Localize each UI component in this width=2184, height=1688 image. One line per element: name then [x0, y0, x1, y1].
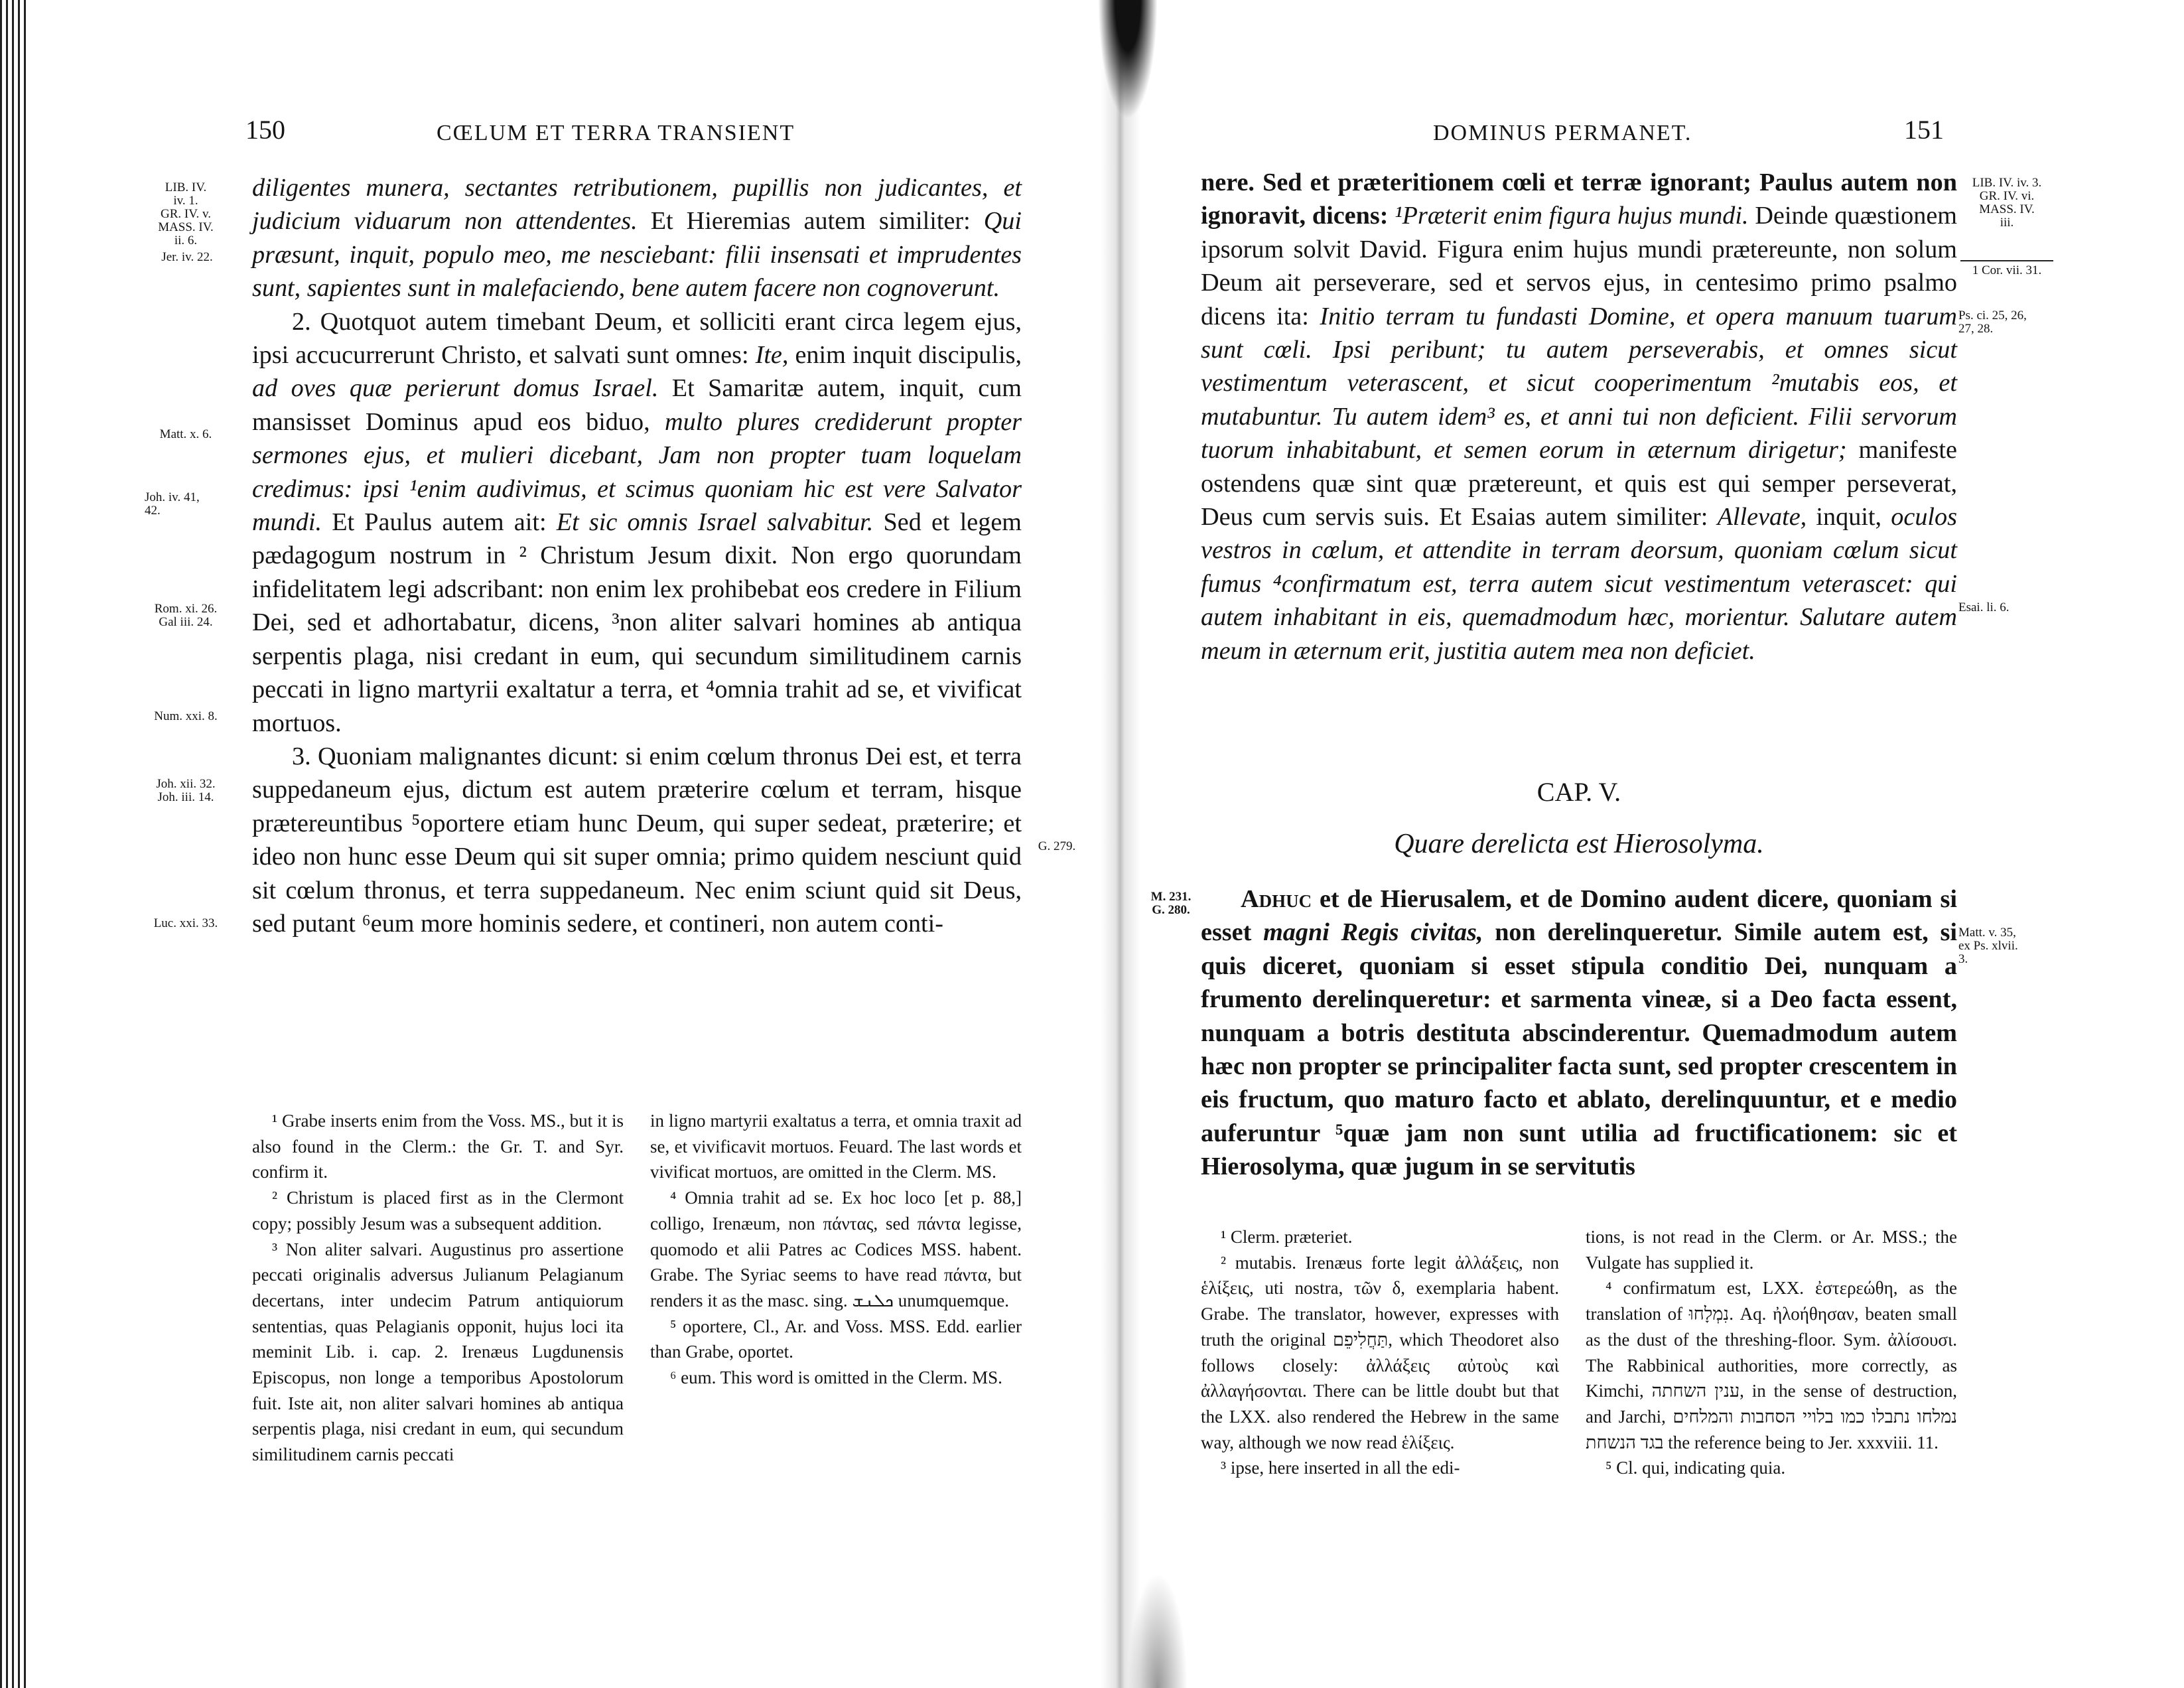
body-italic: ¹Præterit enim figura hujus mundi. [1395, 202, 1749, 230]
body-text: Et Paulus autem ait: [322, 508, 557, 537]
margin-ref: Matt. x. 6. [159, 427, 212, 441]
body-text: Adhuc [1241, 885, 1312, 913]
left-page-number: 150 [245, 115, 285, 145]
body-italic: multo plures crediderunt propter sermones ejus, et mulieri dicebant, Jam non propter tuam loquelam credimus: ipsi ¹enim audivimus, et scimus quoniam hic est vere Salvator mundi. [252, 407, 1022, 537]
margin-ref: Ps. ci. 25, 26, 27, 28. [1958, 309, 2027, 336]
gutter-shadow-bottom [1128, 1573, 1188, 1688]
chapter-subtitle: Quare derelicta est Hierosolyma. [1394, 829, 1764, 859]
body-italic: judicium viduarum non attendentes. [252, 207, 638, 236]
footnote: ⁴ Omnia trahit ad se. Ex hoc loco [et p. 88,] colligo, Irenæum, non πάντας, sed πάντα legisse, quomodo et alii Patres ac Codices MSS. habent. Grabe. The Syriac seems to have read πάντα, but renders it as the masc. sing. ܟܠܢܫ unumquemque. [650, 1188, 1022, 1310]
right-page-number: 151 [1904, 115, 1944, 145]
margin-ref: Esai. li. 6. [1958, 600, 2010, 614]
body-italic: oculos vestros in cœlum, et attendite in terram deorsum, quoniam cœlum sicut fumus ⁴confirmatum est, terra autem sicut vestimentum veterascet: qui autem inhabitant in eis, quemadmodum hæc, morientur. Salutare autem meum in æternum erit, justitia autem mea non deficiet. [1201, 503, 1957, 665]
footnote: ³ Non aliter salvari. Augustinus pro assertione peccati originalis adversus Julianum Pelagianum decertans, inter undecim Patrum antiquiorum sententias, quas Pelagianis opponit, hujus loci ita meminit Lib. i. cap. 2. Irenæus Lugdunensis Episcopus, non longe a temporibus Apostolorum fuit. Iste ait, non aliter salvari homines ab antiqua serpentis plaga, nisi credant in eum, qui secundum similitudinem carnis peccati [252, 1239, 624, 1465]
body-italic: Initio terram tu fundasti Domine, et opera manuum tuarum sunt cœli. Ipsi peribunt; tu autem perseverabis, et omnes sicut vestimentum veterascent, et sicut cooperimentum ²mutabis eos, et mutabuntur. Tu autem idem³ es, et anni tui non deficient. Filii servorum tuorum inhabitabunt, et semen eorum in æternum dirigetur; [1201, 302, 1957, 464]
margin-ref: Joh. iv. 41, 42. [145, 490, 200, 518]
body-text: Deinde quæstionem ipsorum solvit David. Figura enim hujus mundi prætereunte, non solum Deum ait perseverare, sed et servos ejus, in centesimo primo psalmo dicens ita: [1201, 202, 1958, 330]
left-page [100, 0, 1081, 1688]
footnote: ¹ Clerm. præteriet. [1221, 1227, 1353, 1247]
margin-ref: G. 279. [1038, 839, 1076, 853]
body-text: 2. Quotquot autem timebant Deum, et solliciti erant circa legem ejus, ipsi accucurrerunt Christo, et salvati sunt omnes: [252, 307, 1022, 370]
margin-ref: Rom. xi. 26. Gal iii. 24. [154, 602, 218, 629]
footnote: ⁴ confirmatum est, LXX. ἐστερεώθη, as the translation of נִמְלָחוּ. Aq. ἠλοήθησαν, beaten small as the dust of the threshing-floor. Sym. ἀλίσουσι. The Rabbinical authorities, more correctly, as Kimchi, ענין השחתה, in the sense of destruction, and Jarchi, נמלחו נתבלו כמו בלויי הסחבות והמלחים בגד הנשחת the reference being to Jer. xxxviii. 11. [1586, 1278, 1957, 1452]
body-italic: magni Regis civitas, [1263, 918, 1483, 947]
body-italic: Allevate, [1717, 503, 1807, 531]
footnote: ⁶ eum. This word is omitted in the Clerm. MS. [670, 1368, 1002, 1388]
footnote: tions, is not read in the Clerm. or Ar. MSS.; the Vulgate has supplied it. [1586, 1227, 1957, 1273]
gutter-shadow-top [1098, 0, 1158, 119]
body-italic: ad oves quæ perierunt domus Israel. [252, 374, 659, 403]
body-text: Sed et legem pædagogum nostrum in ² Christum Jesum dixit. Non ergo quorundam infidelitatem legi adscribant: non enim lex prohibebat eos credere in Filium Dei, sed et adhortabatur, dicens, ³non aliter salvari homines ab antiqua serpentis plaga, nisi credant in eum, qui secundum similitudinem carnis peccati in ligno martyrii exaltatur a terra, et ⁴omnia trahit ad se, et vivificat mortuos. [252, 508, 1022, 737]
body-italic: Ite, [755, 341, 789, 370]
margin-ref: Num. xxi. 8. [154, 709, 218, 723]
left-body-text [252, 171, 1022, 940]
footnote: ² Christum is placed first as in the Clermont copy; possibly Jesum was a subsequent addition. [252, 1188, 624, 1233]
footnote: ² mutabis. Irenæus forte legit ἀλλάξεις, non ἑλίξεις, uti nostra, τῶν δ, exemplaria habent. Grabe. The translator, however, expresses with truth the original תַּחֲלִיפֵם, which Theodoret also follows closely: ἀλλάξεις αὐτοὺς καὶ ἀλλαγήσονται. There can be little doubt but that the LXX. also rendered the Hebrew in the same way, although we now read ἑλίξεις. [1201, 1252, 1559, 1452]
margin-ref: Matt. v. 35, ex Ps. xlvii. 3. [1958, 926, 2018, 966]
margin-ref: Jer. iv. 22. [161, 250, 213, 264]
footnote: ³ ipse, here inserted in all the edi- [1221, 1458, 1460, 1478]
body-italic: Et sic omnis Israel salvabitur. [556, 508, 874, 537]
chapter-title: CAP. V. [1536, 777, 1621, 807]
body-italic: diligentes munera, sectantes retributionem, pupillis non judicantes, et [252, 174, 1022, 202]
left-footnotes-col2 [650, 1108, 1022, 1391]
body-text: Et Samaritæ autem, inquit, cum mansisset Dominus apud eos biduo, [252, 374, 1022, 436]
body-text: nere. Sed et præteritionem cœli et terræ ignorant; Paulus autem non ignoravit, dicens: [1201, 169, 1957, 230]
margin-ref: Joh. xii. 32. Joh. iii. 14. [156, 777, 216, 804]
body-text: inquit, [1807, 503, 1891, 531]
body-text: enim inquit discipulis, [788, 341, 1022, 370]
right-page [1150, 0, 2057, 1688]
body-text: Et Hieremias autem similiter: [637, 207, 984, 236]
page-edge-lines [0, 0, 29, 1688]
footnote: ¹ Grabe inserts enim from the Voss. MS., but it is also found in the Clerm.: the Gr. T. and Syr. confirm it. [252, 1111, 624, 1182]
body-italic: Qui præsunt, inquit, populo meo, me nesciebant: filii insensati et imprudentes sunt, sapientes sunt in malefaciendo, bene autem facere non cognoverunt. [252, 207, 1022, 303]
margin-ref: LIB. IV. iv. 1. GR. IV. v. MASS. IV. ii. 6. [158, 180, 214, 247]
right-footnotes-col1 [1201, 1224, 1559, 1481]
right-running-head: DOMINUS PERMANET. [1433, 121, 1692, 145]
right-footnotes-col2 [1586, 1224, 1957, 1481]
margin-ref: LIB. IV. iv. 3. GR. IV. vi. MASS. IV. iii. [1972, 176, 2042, 230]
left-footnotes-col1 [252, 1108, 624, 1468]
margin-ref: M. 231. G. 280. [1150, 890, 1192, 917]
margin-ref: 1 Cor. vii. 31. [1960, 260, 2053, 277]
chapter-body-text [1201, 882, 1957, 1184]
margin-ref: Luc. xxi. 33. [153, 916, 218, 930]
body-text: 3. Quoniam malignantes dicunt: si enim cœlum thronus Dei est, et terra suppedaneum ejus, dictum est autem præterire cœlum et terram, hisque prætereuntibus ⁵oportere etiam hunc Deum, qui super sedeat, præterire; et ideo non hunc esse Deum qui sit super omnia; primo quidem nesciunt quid sit cœlum thronus, et terra suppedaneum. Nec enim sciunt quid sit Deus, sed putant ⁶eum more hominis sedere, et contineri, non autem conti- [252, 742, 1022, 938]
footnote: ⁵ Cl. qui, indicating quia. [1605, 1458, 1786, 1478]
left-running-head: CŒLUM ET TERRA TRANSIENT [437, 121, 795, 145]
right-body-text [1201, 166, 1957, 668]
footnote: in ligno martyrii exaltatus a terra, et omnia traxit ad se, et vivificavit mortuos. Feuard. The last words et vivificat mortuos, are omitted in the Clerm. MS. [650, 1111, 1022, 1182]
body-text: non derelinqueretur. Simile autem est, si quis diceret, quoniam si esset stipula conditio Dei, nunquam a frumento derelinqueretur: et sarmenta vineæ, si a Deo facta essent, nunquam a botris destituta abscinderentur. Quemadmodum autem hæc non propter se principaliter facta sunt, sed propter crescentem in eis fructum, quo maturo facto et ablato, derelinquuntur, et e medio auferuntur ⁵quæ jam non sunt utilia ad fructificationem: sic et Hierosolyma, quæ jugum in se servitutis [1201, 918, 1957, 1181]
footnote: ⁵ oportere, Cl., Ar. and Voss. MSS. Edd. earlier than Grabe, oportet. [650, 1316, 1022, 1362]
body-text: manifeste ostendens quæ sint quæ prætereunt, et quis est qui semper perseverat, Deus cum servis suis. Et Esaias autem similiter: [1201, 436, 1957, 531]
body-text: et de Hierusalem, et de Domino audent dicere, quoniam si esset [1201, 885, 1957, 947]
